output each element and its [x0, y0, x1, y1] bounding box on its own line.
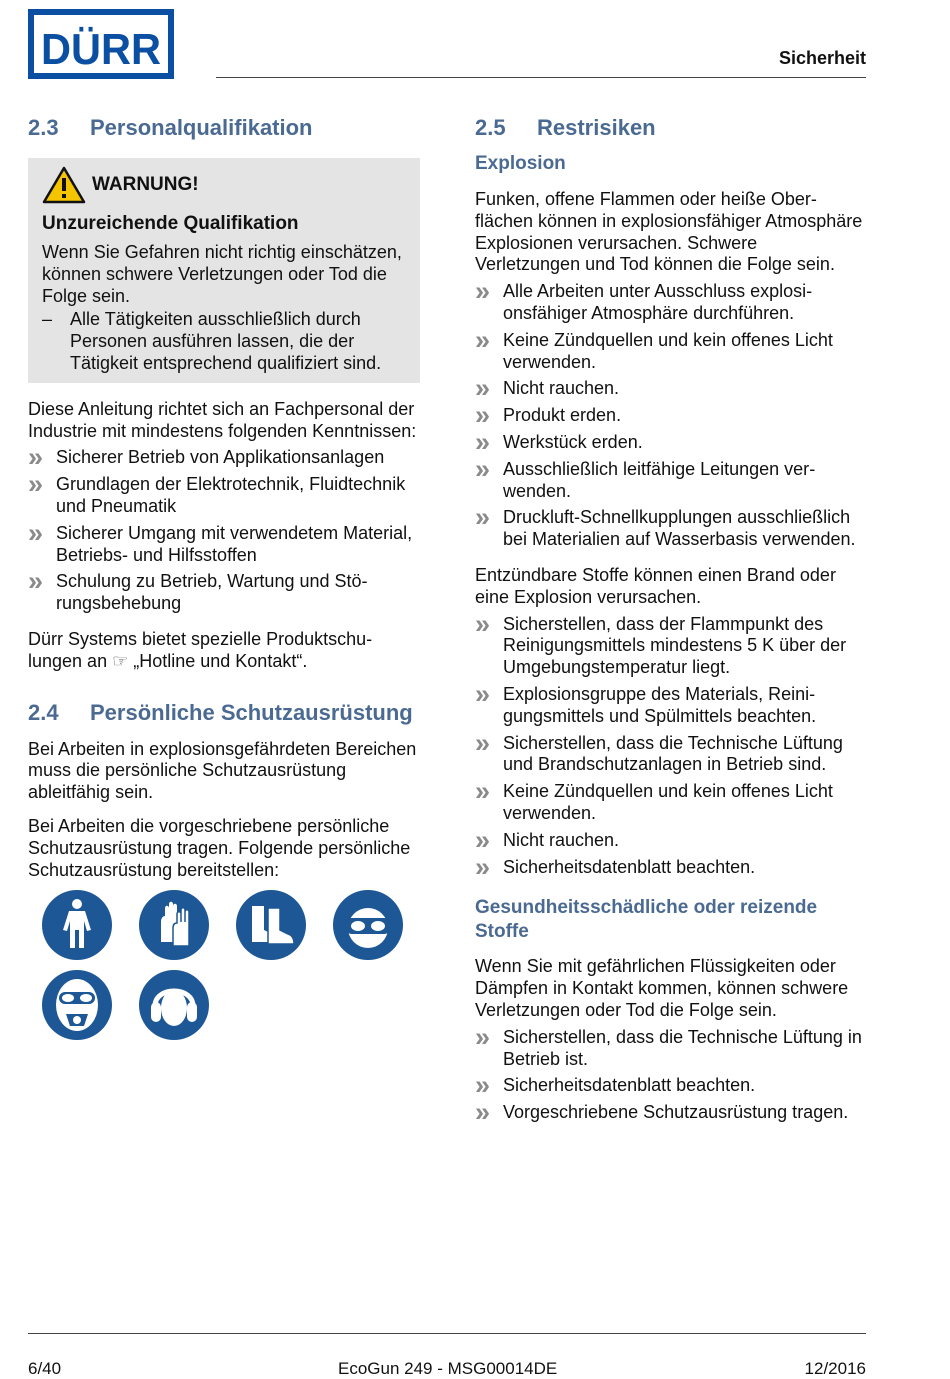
ppe-icon-grid	[28, 890, 418, 1050]
ppe-paragraph-1: Bei Arbeiten in explosionsgefährdeten Bereichen muss die persönliche Schutzausrüstung ableitfähig sein.	[28, 738, 417, 803]
list-item: » Nicht rauchen.	[475, 378, 867, 400]
page-number: 6/40	[28, 1359, 62, 1378]
explosion-list	[475, 281, 867, 551]
document-date: 12/2016	[804, 1359, 866, 1378]
section-title: Persönliche Schutzausrüstung	[90, 699, 413, 725]
warning-subtitle: Unzureichende Qualifikation	[42, 213, 299, 234]
ppe-paragraph-2: Bei Arbeiten die vorgeschriebene persönliche Schutzausrüstung tragen. Folgende persönliche Schutzausrüstung bereitstellen:	[28, 815, 411, 880]
document-id: EcoGun 249 - MSG00014DE	[338, 1359, 558, 1378]
knowledge-list	[28, 447, 420, 615]
training-paragraph	[28, 629, 420, 673]
footer-rule	[28, 1333, 866, 1334]
left-column	[28, 114, 420, 1050]
svg-text:DÜRR: DÜRR	[41, 25, 161, 74]
list-item: » Produkt erden.	[475, 405, 867, 427]
hotline-link[interactable]: „Hotline und Kontakt“.	[133, 650, 308, 671]
section-title: Personalqualifikation	[90, 115, 313, 140]
header-rule	[216, 77, 866, 78]
explosion-paragraph: Funken, offene Flammen oder heiße Oberflächen können in explosionsfähiger Atmosphäre Explosionen verursachen. Schwere Verletzungen und Tod können die Folge sein.	[475, 189, 863, 275]
list-item: » Werkstück erden.	[475, 432, 867, 454]
health-paragraph: Wenn Sie mit gefährlichen Flüssigkeiten oder Dämpfen in Kontakt kommen, können schwere Verletzungen oder Tod die Folge sein.	[475, 956, 849, 1020]
goggles-icon	[333, 890, 403, 960]
list-item: » Sicherer Betrieb von Applikationsanlagen	[28, 447, 420, 469]
list-item: » Schulung zu Betrieb, Wartung und Störungsbehebung	[28, 571, 420, 615]
warning-box	[28, 158, 420, 383]
section-2-3-heading	[28, 114, 420, 142]
list-item: » Explosionsgruppe des Materials, Reinigungsmittels und Spülmittels beachten.	[475, 684, 867, 728]
list-item: » Sicherer Umgang mit verwendetem Material, Betriebs- und Hilfsstoffen	[28, 523, 420, 567]
explosion-heading: Explosion	[475, 153, 566, 174]
list-item: » Vorgeschriebene Schutzausrüstung tragen.	[475, 1102, 867, 1124]
fire-list	[475, 614, 867, 879]
warning-header	[42, 166, 406, 204]
cross-reference-icon: ☞	[112, 650, 129, 671]
warning-label: WARNUNG!	[92, 174, 199, 196]
list-item: » Keine Zündquellen und kein offenes Licht verwenden.	[475, 781, 867, 825]
respirator-icon	[42, 970, 112, 1040]
list-item: » Sicherheitsdatenblatt beachten.	[475, 857, 867, 879]
safety-boots-icon	[236, 890, 306, 960]
health-list	[475, 1027, 867, 1124]
list-item: » Sicherheitsdatenblatt beachten.	[475, 1075, 867, 1097]
protective-suit-icon	[42, 890, 112, 960]
section-number: 2.4	[28, 699, 59, 725]
list-item: » Alle Arbeiten unter Ausschluss explosionsfähiger Atmosphäre durchführen.	[475, 281, 867, 325]
training-text: Dürr Systems bietet spezielle Produktschulungen an	[28, 628, 373, 671]
list-item: » Grundlagen der Elektrotechnik, Fluidtechnik und Pneumatik	[28, 474, 420, 518]
ear-protection-icon	[139, 970, 209, 1040]
list-item: » Nicht rauchen.	[475, 830, 867, 852]
list-item: » Sicherstellen, dass der Flammpunkt des Reinigungsmittels mindestens 5 K über der Umgebungstemperatur liegt.	[475, 614, 867, 679]
health-heading: Gesundheitsschädliche oder reizende Stoffe	[475, 897, 818, 943]
list-item: » Ausschließlich leitfähige Leitungen verwenden.	[475, 459, 867, 503]
header-title: Sicherheit	[778, 48, 866, 68]
right-column	[475, 114, 867, 1124]
section-2-5-heading	[475, 114, 867, 142]
warning-triangle-icon	[42, 166, 86, 204]
warning-list	[42, 309, 406, 374]
section-number: 2.3	[28, 115, 59, 140]
duerr-logo	[28, 9, 174, 79]
intro-paragraph: Diese Anleitung richtet sich an Fachpersonal der Industrie mit mindestens folgenden Kenntnissen:	[28, 398, 417, 441]
section-number: 2.5	[475, 115, 506, 140]
warning-list-item: – Alle Tätigkeiten ausschließlich durch Personen ausführen lassen, die der Tätigkeit entsprechend qualifiziert sind.	[42, 309, 406, 374]
fire-paragraph: Entzündbare Stoffe können einen Brand oder eine Explosion verursachen.	[475, 564, 836, 607]
list-item: » Keine Zündquellen und kein offenes Licht verwenden.	[475, 330, 867, 374]
list-item: » Druckluft-Schnellkupplungen ausschließlich bei Materialien auf Wasserbasis verwenden.	[475, 507, 867, 551]
list-item: » Sicherstellen, dass die Technische Lüftung und Brandschutzanlagen in Betrieb sind.	[475, 733, 867, 777]
section-2-4-heading	[28, 699, 420, 727]
warning-text: Wenn Sie Gefahren nicht richtig einschätzen, können schwere Verletzungen oder Tod die Folge sein.	[42, 242, 402, 306]
list-item: » Sicherstellen, dass die Technische Lüftung in Betrieb ist.	[475, 1027, 867, 1071]
section-title: Restrisiken	[537, 115, 656, 140]
gloves-icon	[139, 890, 209, 960]
